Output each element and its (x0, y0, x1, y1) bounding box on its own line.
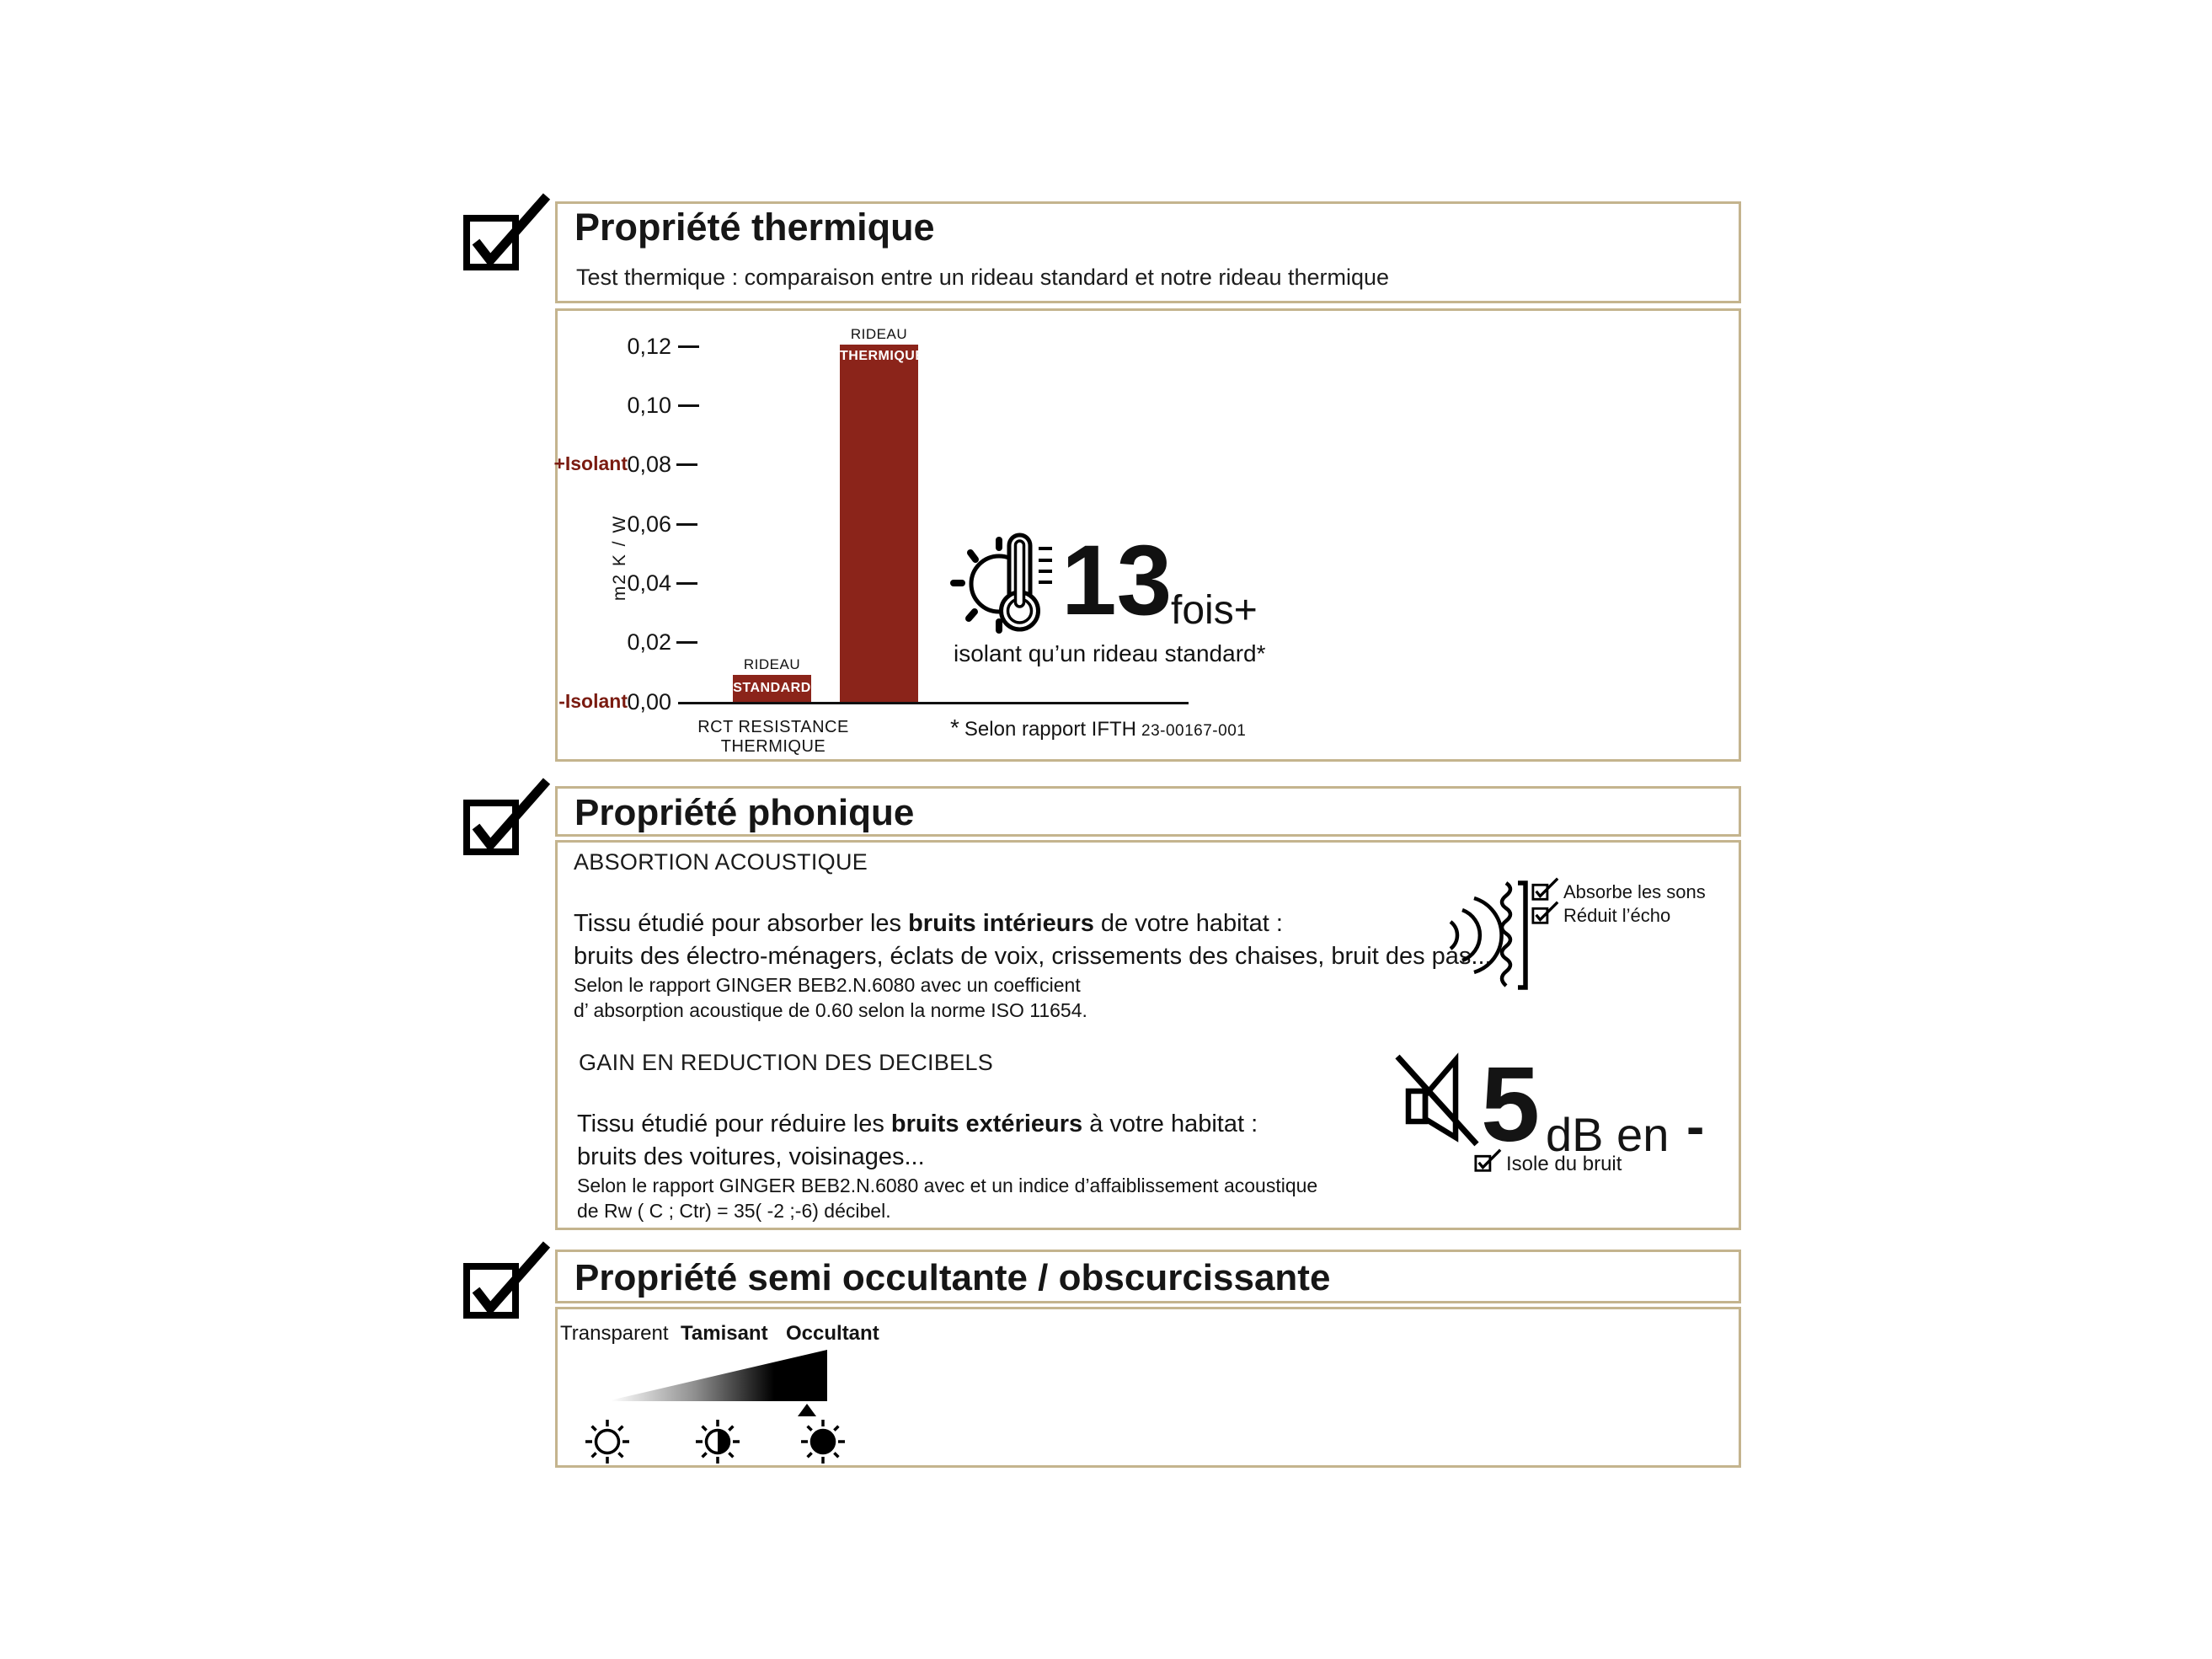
y-tick: 0,02 (627, 629, 671, 655)
absorption-note1: Selon le rapport GINGER BEB2.N.6080 avec un coefficient (574, 974, 1081, 996)
thermal-highlight-number: 13 (1061, 525, 1173, 636)
absorption-note2: d’ absorption acoustique de 0.60 selon la norme ISO 11654. (574, 999, 1087, 1021)
absorption-line1-post: de votre habitat : (1093, 910, 1283, 937)
reduction-line1-pre: Tissu étudié pour réduire les (577, 1110, 891, 1137)
occultation-title-box (555, 1250, 1741, 1303)
sun-filled-icon (799, 1417, 847, 1466)
absorption-line2: bruits des électro-ménagers, éclats de voix, crissements des chaises, bruit des pas... (574, 943, 1492, 970)
level-tamisant-label: Tamisant (681, 1322, 768, 1345)
bar-thermique-top-label: RIDEAU (850, 326, 908, 342)
reduction-heading: GAIN EN REDUCTION DES DECIBELS (579, 1050, 994, 1075)
reduction-note2: de Rw ( C ; Ctr) = 35( -2 ;-6) décibel. (577, 1200, 891, 1222)
footnote-ref: 23-00167-001 (1141, 722, 1247, 740)
y-tick: 0,06 (627, 511, 671, 537)
bar-standard (733, 675, 811, 702)
bar-thermique-label: THERMIQUE (840, 349, 925, 363)
sun-outline-icon (583, 1417, 632, 1466)
absorbs-sound-label: Absorbe les sons (1563, 881, 1706, 902)
thermal-highlight-caption: isolant qu’un rideau standard* (954, 640, 1266, 666)
db-minus: - (1686, 1096, 1705, 1157)
footnote-text: Selon rapport IFTH (964, 718, 1136, 741)
tick-mark (676, 641, 697, 644)
isolates-noise-label: Isole du bruit (1506, 1153, 1622, 1175)
y-tick: 0,00 (627, 689, 671, 714)
checked-checkbox-icon (462, 190, 552, 272)
absorption-line1-pre: Tissu étudié pour absorber les (574, 910, 909, 937)
checked-checkbox-icon (1531, 876, 1560, 902)
axis-plus-isolant-label: +Isolant (553, 452, 628, 474)
db-number: 5 (1481, 1045, 1541, 1164)
sound-waves-curtain-icon (1442, 875, 1531, 994)
reduction-line1 (577, 1112, 1258, 1137)
bar-thermique (840, 345, 925, 702)
phonic-section-title: Propriété phonique (574, 792, 915, 833)
absorption-heading: ABSORTION ACOUSTIQUE (574, 849, 868, 875)
sun-half-filled-icon (693, 1417, 742, 1466)
tick-mark (678, 345, 699, 348)
thermal-title-box (555, 201, 1741, 303)
level-occultant-label: Occultant (786, 1322, 879, 1345)
bar-standard-label: STANDARD (733, 681, 811, 695)
y-tick: 0,08 (627, 452, 671, 477)
reduces-echo-label: Réduit l’écho (1563, 905, 1671, 926)
axis-minus-isolant-label: -Isolant (558, 690, 628, 712)
reduction-line1-post: à votre habitat : (1082, 1110, 1258, 1137)
db-unit: dB en (1546, 1108, 1670, 1161)
chart-footnote (950, 714, 1246, 741)
phonic-title-box (555, 786, 1741, 837)
y-axis-unit-label: m2 K / W (610, 514, 629, 602)
thermometer-sun-icon (948, 527, 1056, 635)
absorption-line1-bold: bruits intérieurs (908, 910, 1094, 937)
occultation-section-title: Propriété semi occultante / obscurcissante (574, 1257, 1331, 1298)
x-axis-label: RCT RESISTANCE THERMIQUE (697, 718, 849, 756)
tick-mark (678, 404, 699, 407)
reduction-line2: bruits des voitures, voisinages... (577, 1143, 925, 1170)
thermal-section-subtitle: Test thermique : comparaison entre un rideau standard et notre rideau thermique (576, 265, 1390, 290)
checked-checkbox-icon (1474, 1148, 1503, 1173)
checked-checkbox-icon (462, 1239, 552, 1320)
muted-speaker-icon (1392, 1052, 1480, 1149)
tick-mark (676, 582, 697, 585)
level-transparent-label: Transparent (560, 1322, 669, 1345)
footnote-star: * (950, 714, 959, 741)
absorption-line1 (574, 912, 1283, 936)
bar-standard-top-label: RIDEAU (743, 656, 801, 672)
y-tick: 0,10 (627, 393, 671, 418)
tick-mark (676, 523, 697, 526)
checked-checkbox-icon (462, 775, 552, 857)
arrow-up-marker-icon (798, 1404, 816, 1416)
tick-mark (676, 463, 697, 466)
reduction-line1-bold: bruits extérieurs (890, 1110, 1083, 1137)
y-tick: 0,12 (627, 334, 671, 359)
thermal-highlight-suffix: fois+ (1171, 588, 1258, 633)
chart-baseline (678, 702, 1189, 704)
reduction-note1: Selon le rapport GINGER BEB2.N.6080 avec et un indice d’affaiblissement acoustique (577, 1175, 1318, 1196)
y-tick: 0,04 (627, 570, 671, 596)
checked-checkbox-icon (1531, 900, 1560, 925)
thermal-section-title: Propriété thermique (574, 206, 935, 249)
